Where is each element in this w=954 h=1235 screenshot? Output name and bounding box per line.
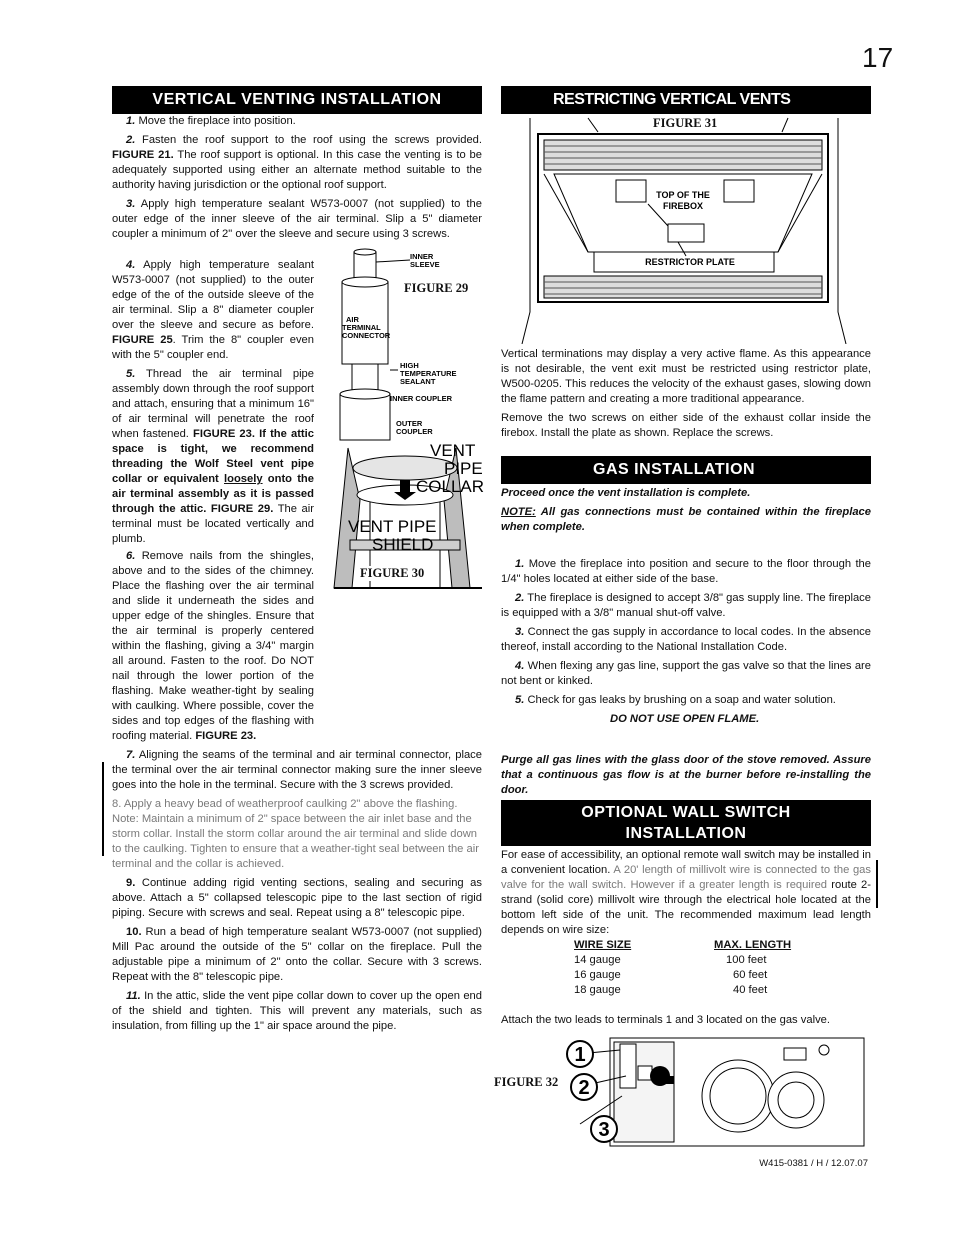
fig29-air-terminal: AIR TERMINAL CONNECTOR bbox=[342, 315, 391, 340]
gas-installation-text: Proceed once the vent installation is complete. NOTE: All gas connections must be contained within the fireplace when complete. 1. Move the fireplace into position and secure to the floor through the 1/4" holes located at either side of the base. 2. The fireplace is designed to accept 3/8" gas supply line. The fireplace is equipped with a 3/8" manual shut-off valve. 3. Connect the gas supply in accordance to local codes. In the absence thereof, install according to the National Installation Code. 4. When flexing any gas line, support the gas valve so that the lines are not bent or kinked. 5. Check for gas leaks by brushing on a soap and water solution. DO NOT USE OPEN FLAME. Purge all gas lines with the glass door of the stove removed. Assure that a continuous gas flow is at the burner before re-installing the door. bbox=[501, 487, 871, 796]
wire-table-row: 14 gauge 100 feet bbox=[574, 954, 767, 966]
figure-31-diagram bbox=[508, 116, 868, 344]
figure-29-label: FIGURE 29 bbox=[404, 281, 469, 295]
wall-switch-header-line1: OPTIONAL WALL SWITCH bbox=[581, 804, 791, 821]
restricting-vents-header: RESTRICTING VERTICAL VENTS bbox=[501, 86, 871, 114]
fig32-terminal-3: 3 bbox=[598, 1119, 610, 1141]
figure-32-label: FIGURE 32 bbox=[494, 1075, 559, 1089]
restrict-text: Vertical terminations may display a very active flame. As this appearance is not desirable, the vent exit must be restricted using restrictor plate, W500-0205. This reduces the velocity of the exhaust gases, slowing down the flame pattern and creating a more traditional appearance. Remove the two screws on either side of the exhaust collar inside the firebox. Install the plate as shown. Replace the screws. bbox=[501, 348, 871, 439]
fig29-inner-sleeve: INNER SLEEVE bbox=[410, 252, 440, 269]
wall-switch-header bbox=[501, 800, 871, 846]
figure-32-diagram bbox=[560, 1036, 866, 1148]
fig29-inner-coupler: INNER COUPLER bbox=[390, 394, 453, 403]
fig31-top-of-firebox: TOP OF THE FIREBOX bbox=[656, 190, 710, 211]
wire-table-header: WIRE SIZE MAX. LENGTH bbox=[574, 939, 792, 951]
fig31-restrictor-plate: RESTRICTOR PLATE bbox=[645, 257, 735, 267]
fig32-terminal-1: 1 bbox=[574, 1044, 586, 1066]
figure-30-label: FIGURE 30 bbox=[360, 566, 425, 580]
left-column-top: 1. Move the fireplace into position. 2. Fasten the roof support to the roof using the screws provided. FIGURE 21. The roof support is optional. In this case the venting is to be adequately supported using either an alternate method suitable to the authority having jurisdiction or the optional roof support. 3. Apply high temperature sealant W573-0007 (not supplied) to the outer edge of the inner sleeve of the air terminal. Slip a 5" diameter coupler a minimum of 2" over the sleeve and secure using 3 screws. bbox=[112, 115, 482, 240]
gas-installation-header: GAS INSTALLATION bbox=[501, 456, 871, 484]
wire-size-table bbox=[574, 938, 833, 998]
change-bar-left bbox=[102, 762, 104, 856]
wall-switch-header-line2: INSTALLATION bbox=[625, 825, 747, 842]
document-code: W415-0381 / H / 12.07.07 bbox=[759, 1158, 868, 1169]
vertical-venting-header: VERTICAL VENTING INSTALLATION bbox=[112, 86, 482, 114]
fig29-sealant: HIGH TEMPERATURE SEALANT bbox=[400, 361, 457, 386]
fig30-vent-pipe-collar: VENT PIPE COLLAR bbox=[416, 441, 485, 496]
wire-table-row: 18 gauge 40 feet bbox=[574, 984, 768, 996]
figure-31-label: FIGURE 31 bbox=[653, 116, 718, 130]
change-bar-right bbox=[876, 860, 878, 908]
wire-table-row: 16 gauge 60 feet bbox=[574, 969, 768, 981]
fig30-vent-pipe-shield: VENT PIPE SHIELD bbox=[348, 517, 437, 554]
wall-switch-text: For ease of accessibility, an optional remote wall switch may be installed in a convenient location. A 20' length of millivolt wire is connected to the gas valve for the wall switch. However if a greater length is required route 2-strand (solid core) millivolt wire through the electrical hole located at the bottom left side of the unit. The recommended maximum lead length depends on wire size: bbox=[501, 849, 871, 936]
figure-29-diagram bbox=[318, 246, 486, 442]
left-column-narrow: 4. Apply high temperature sealant W573-0007 (not supplied) to the outer edge of the of the outside sleeve of the air terminal. Slip a 8" diameter coupler over the sleeve and secure as before. FIGURE 25. Trim the 8" coupler even with the 5" coupler end. 5. Thread the air terminal pipe assembly down through the roof support and attach, ensuring that a minimum 16" of air terminal will penetrate the roof when fastened. FIGURE 23. If the attic space is tight, we recommend threading the Wolf Steel vent pipe collar or equivalent loosely onto the air terminal assembly as it is passed through the attic. FIGURE 29. The air terminal must be located vertically and plumb. bbox=[112, 259, 314, 545]
attach-leads-text: Attach the two leads to terminals 1 and 3 located on the gas valve. bbox=[501, 1014, 830, 1026]
fig32-terminal-2: 2 bbox=[578, 1077, 590, 1099]
left-column-bottom: 6. Remove nails from the shingles, above and to the sides of the chimney. Place the flashing over the air terminal and slide it underneath the sides and upper edge of the shingles. Ensure that the air terminal is properly centered within the flashing, giving a 3/4" margin all around. Fasten to the roof. Do NOT nail through the lower portion of the flashing. Make weather-tight by sealing with caulking. Where possible, cover the sides and top edges of the flashing with roofing material. FIGURE 23. 7. Aligning the seams of the terminal and air terminal connector, place the terminal over the air terminal connector making sure the inner sleeve goes into the hole in the terminal. Secure with the 3 screws provided. 8. Apply a heavy bead of weatherproof caulking 2" above the flashing. Note: Maintain a minimum of 2" space between the air inlet base and the storm collar. Install the storm collar around the air terminal and slide down to the caulking. Tighten to ensure that a weather-tight seal between the air terminal and the collar is achieved. 9. Continue adding rigid venting sections, sealing and securing as above. Attach a 5" collapsed telescopic pipe to the last section of rigid piping. Secure with screws and seal. Repeat using a 8" telescopic pipe. 10. Run a bead of high temperature sealant W573-0007 (not supplied) Mill Pac around the outside of the 5" collar on the fireplace. Pull the adjustable pipe a minimum of 2" onto the collar. Secure with 3 screws. Repeat with the 8" telescopic pipe. 11. In the attic, slide the vent pipe collar down to cover up the open end of the shield and tighten. This will prevent any materials, such as insulation, from filling up the 1" air space around the pipe. bbox=[112, 550, 482, 1032]
fig29-outer-coupler: OUTER COUPLER bbox=[396, 419, 433, 436]
page-number: 17 bbox=[862, 42, 894, 73]
